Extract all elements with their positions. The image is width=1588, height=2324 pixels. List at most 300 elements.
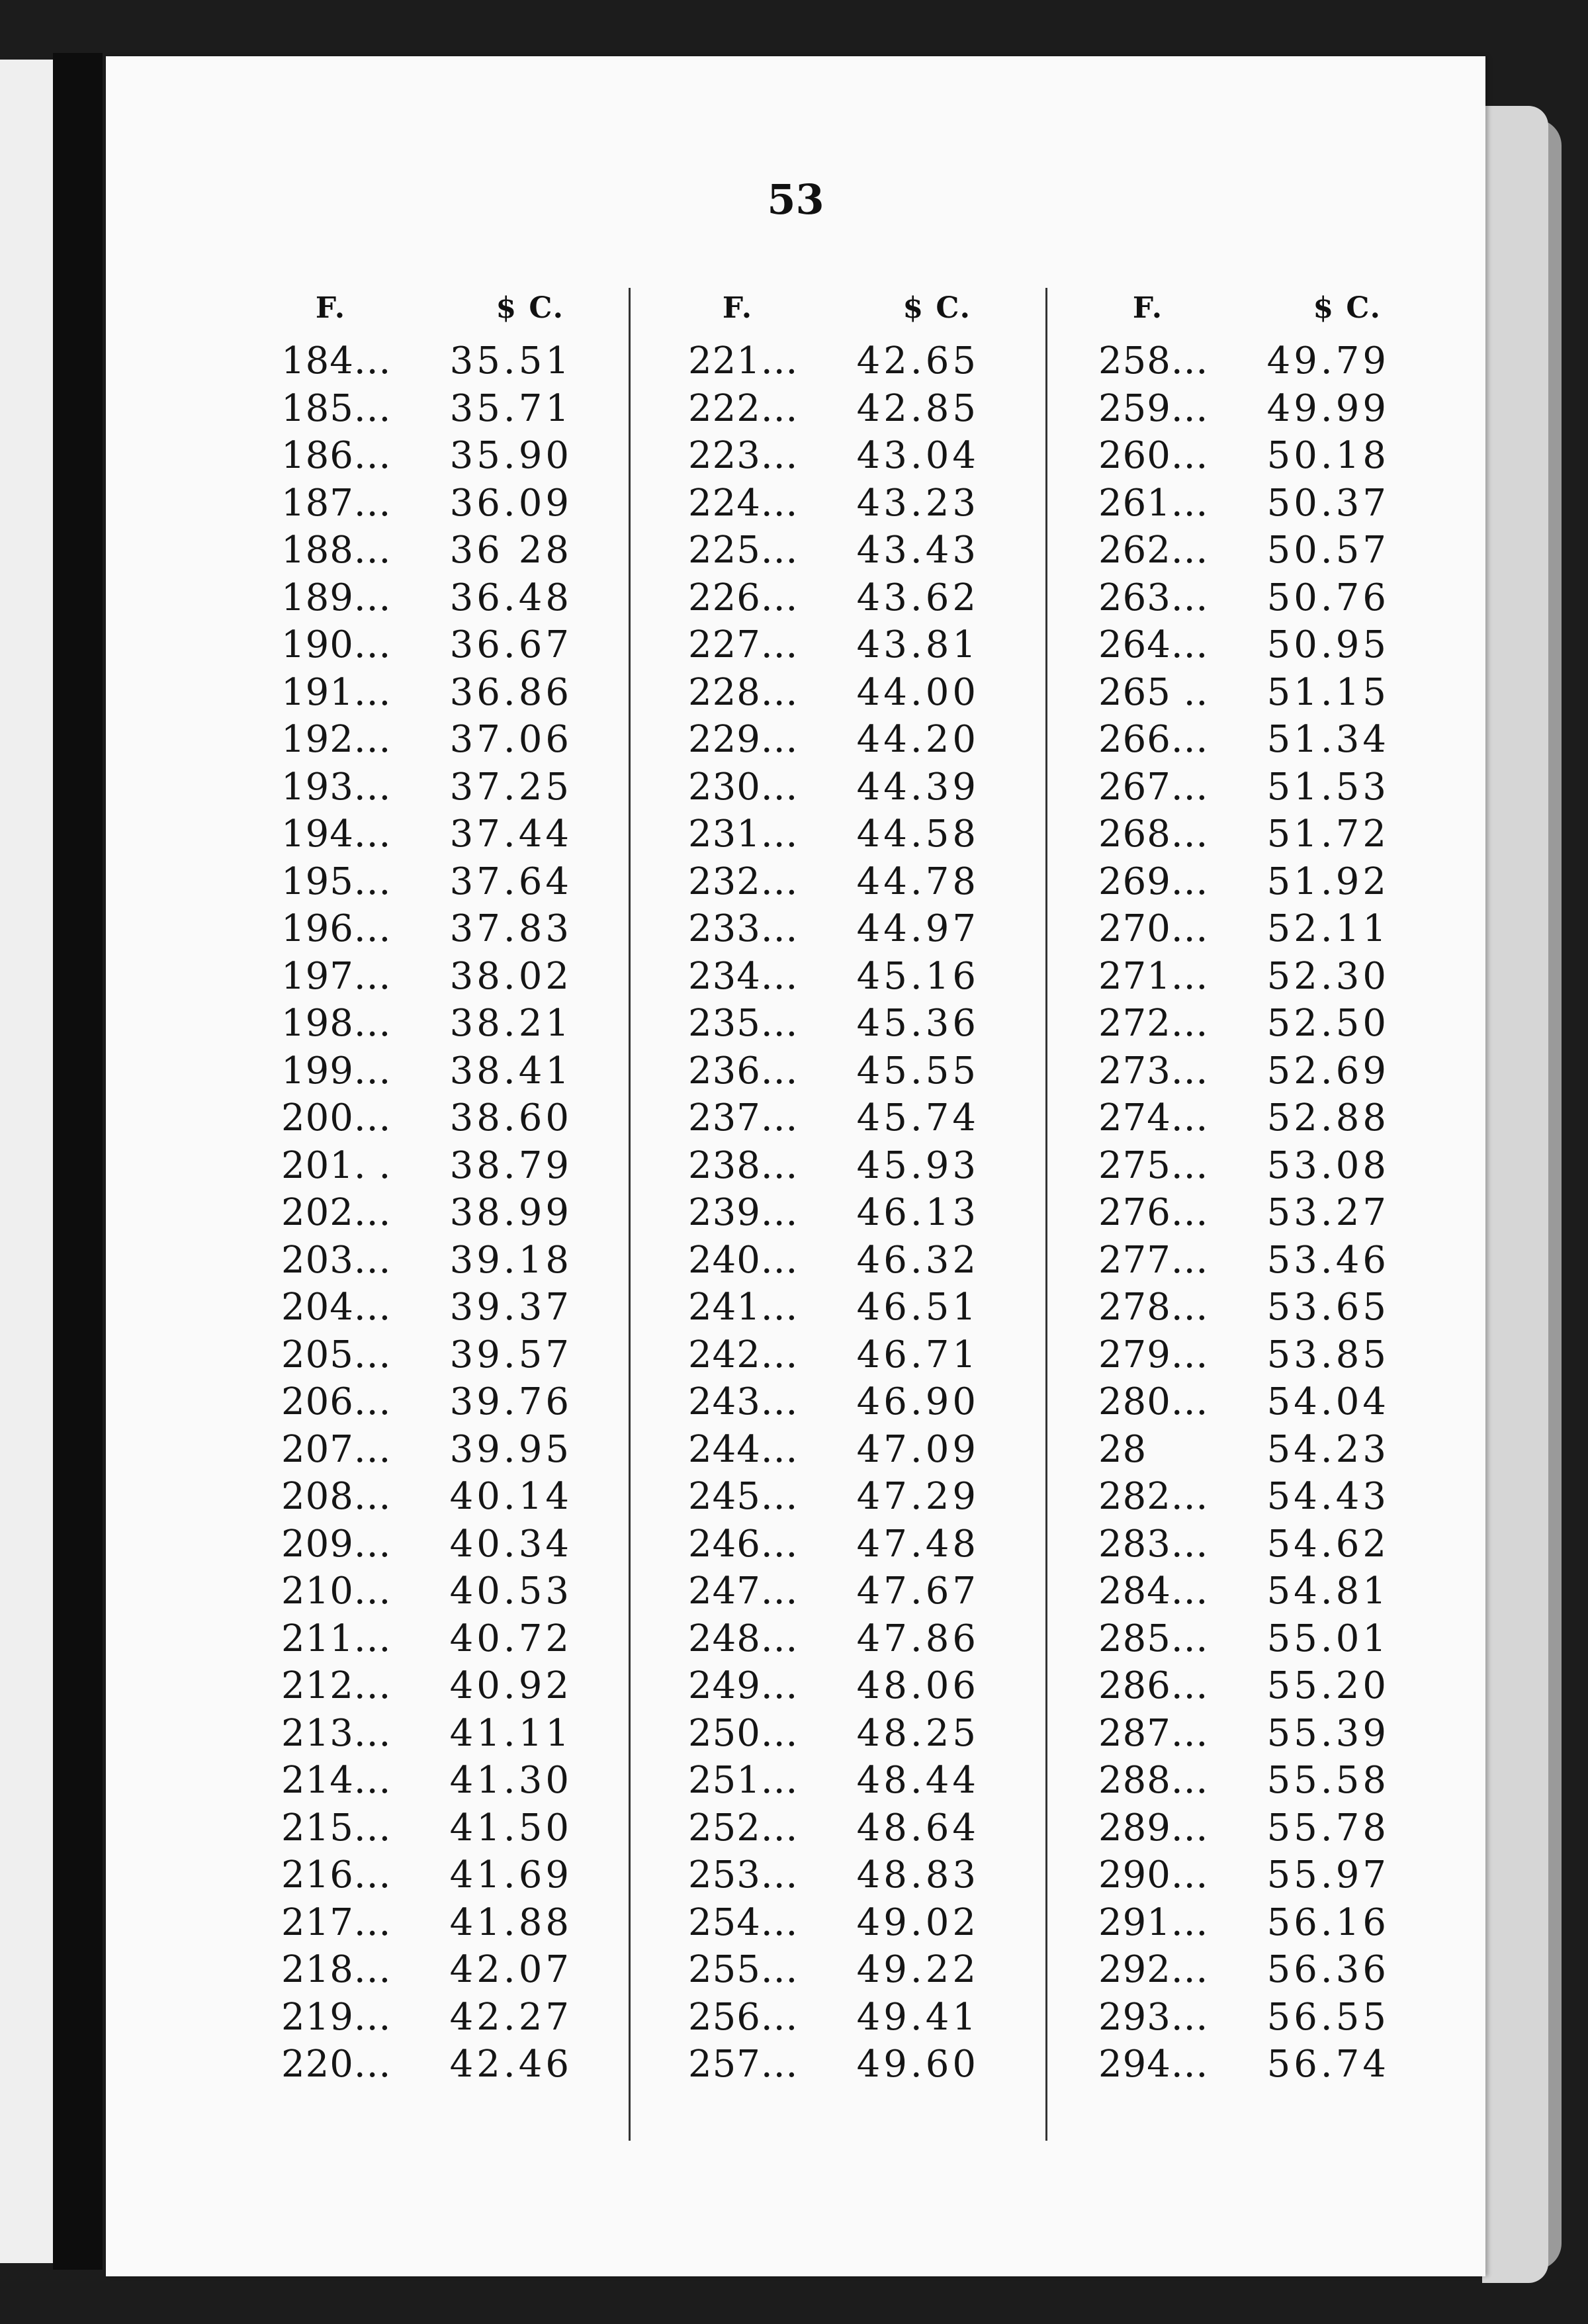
table-row (1098, 1994, 1390, 2041)
table-row (281, 1426, 572, 1474)
table-row (688, 1000, 979, 1048)
table-row (281, 1521, 572, 1568)
feet-value: 202... (281, 1191, 392, 1235)
amount-value: 49.22 (856, 1948, 979, 1992)
table-row (1098, 1189, 1390, 1237)
feet-value: 230... (688, 765, 799, 809)
amount-value: 38.79 (449, 1143, 572, 1187)
table-row (1098, 1946, 1390, 1994)
amount-value: 37.44 (449, 813, 572, 856)
table-row (688, 1095, 979, 1142)
amount-value: 55.01 (1266, 1617, 1390, 1660)
amount-value: 52.69 (1266, 1049, 1390, 1093)
table-row (1098, 1284, 1390, 1331)
amount-value: 44.97 (856, 907, 979, 951)
table-row (281, 337, 572, 385)
header-feet: F. (722, 291, 754, 325)
amount-value: 50.57 (1266, 529, 1390, 572)
feet-value: 258... (1098, 339, 1209, 383)
feet-value: 267... (1098, 765, 1209, 809)
amount-value: 46.32 (856, 1238, 979, 1282)
table-row (281, 432, 572, 480)
amount-value: 36.09 (449, 481, 572, 525)
table-row (1098, 764, 1390, 811)
amount-value: 38.41 (449, 1049, 572, 1093)
table-row (688, 858, 979, 906)
feet-value: 257... (688, 2043, 799, 2086)
feet-value: 250... (688, 1711, 799, 1755)
table-row (1098, 716, 1390, 764)
table-row (1098, 953, 1390, 1001)
table-row (281, 1568, 572, 1615)
amount-value: 51.53 (1266, 765, 1390, 809)
table-row (688, 1331, 979, 1379)
column-rows (1098, 337, 1390, 2088)
table-row (281, 1899, 572, 1947)
amount-value: 46.51 (856, 1286, 979, 1329)
table-row (688, 1142, 979, 1190)
table-row (1098, 905, 1390, 953)
table-row (688, 385, 979, 433)
table-column-3 (1098, 291, 1390, 2088)
amount-value: 44.58 (856, 813, 979, 856)
table-row (1098, 385, 1390, 433)
amount-value: 44.20 (856, 718, 979, 762)
amount-value: 37.06 (449, 718, 572, 762)
amount-value: 54.23 (1266, 1427, 1390, 1471)
header-dollars-cents: $ C. (903, 291, 971, 325)
amount-value: 51.72 (1266, 813, 1390, 856)
feet-value: 240... (688, 1238, 799, 1282)
table-row (281, 858, 572, 906)
feet-value: 225... (688, 529, 799, 572)
table-row (688, 480, 979, 527)
amount-value: 53.65 (1266, 1286, 1390, 1329)
feet-value: 216... (281, 1854, 392, 1897)
feet-value: 262... (1098, 529, 1209, 572)
table-row (688, 1946, 979, 1994)
table-row (688, 621, 979, 669)
amount-value: 49.41 (856, 1995, 979, 2039)
feet-value: 241... (688, 1286, 799, 1329)
amount-value: 43.62 (856, 576, 979, 619)
feet-value: 278... (1098, 1286, 1209, 1329)
feet-value: 244... (688, 1427, 799, 1471)
feet-value: 264... (1098, 623, 1209, 667)
amount-value: 48.25 (856, 1711, 979, 1755)
table-row (688, 1852, 979, 1899)
amount-value: 41.50 (449, 1806, 572, 1850)
amount-value: 41.30 (449, 1759, 572, 1803)
feet-value: 253... (688, 1854, 799, 1897)
table-row (281, 1237, 572, 1284)
amount-value: 50.18 (1266, 434, 1390, 478)
amount-value: 36 28 (449, 529, 572, 572)
feet-value: 232... (688, 860, 799, 903)
column-header (281, 291, 572, 337)
amount-value: 55.39 (1266, 1711, 1390, 1755)
amount-value: 44.39 (856, 765, 979, 809)
amount-value: 55.78 (1266, 1806, 1390, 1850)
feet-value: 268... (1098, 813, 1209, 856)
amount-value: 39.57 (449, 1333, 572, 1376)
table-row (1098, 1615, 1390, 1663)
amount-value: 43.04 (856, 434, 979, 478)
table-row (281, 1946, 572, 1994)
table-row (281, 2041, 572, 2088)
table-row (688, 2041, 979, 2088)
feet-value: 251... (688, 1759, 799, 1803)
feet-value: 222... (688, 386, 799, 430)
amount-value: 56.36 (1266, 1948, 1390, 1992)
feet-value: 185... (281, 386, 392, 430)
feet-value: 266... (1098, 718, 1209, 762)
amount-value: 36.86 (449, 670, 572, 714)
table-row (1098, 669, 1390, 717)
feet-value: 265 .. (1098, 670, 1209, 714)
column-header (688, 291, 979, 337)
table-row (281, 1852, 572, 1899)
table-row (281, 1189, 572, 1237)
amount-value: 40.72 (449, 1617, 572, 1660)
amount-value: 47.67 (856, 1570, 979, 1613)
table-row (281, 1142, 572, 1190)
table-row (281, 1331, 572, 1379)
feet-value: 275... (1098, 1143, 1209, 1187)
feet-value: 229... (688, 718, 799, 762)
amount-value: 41.88 (449, 1900, 572, 1944)
table-row (688, 1805, 979, 1852)
feet-value: 282... (1098, 1475, 1209, 1519)
amount-value: 56.74 (1266, 2043, 1390, 2086)
feet-value: 238... (688, 1143, 799, 1187)
table-row (688, 1378, 979, 1426)
table-row (688, 1521, 979, 1568)
table-row (281, 1000, 572, 1048)
table-row (688, 432, 979, 480)
amount-value: 48.83 (856, 1854, 979, 1897)
amount-value: 52.50 (1266, 1002, 1390, 1046)
column-rows (281, 337, 572, 2088)
amount-value: 35.71 (449, 386, 572, 430)
feet-value: 188... (281, 529, 392, 572)
table-row (1098, 1805, 1390, 1852)
amount-value: 54.04 (1266, 1380, 1390, 1424)
feet-value: 283... (1098, 1522, 1209, 1566)
amount-value: 36.48 (449, 576, 572, 619)
amount-value: 51.92 (1266, 860, 1390, 903)
amount-value: 41.11 (449, 1711, 572, 1755)
table-row (1098, 811, 1390, 858)
feet-value: 212... (281, 1664, 392, 1708)
feet-value: 235... (688, 1002, 799, 1046)
table-row (1098, 432, 1390, 480)
feet-value: 285... (1098, 1617, 1209, 1660)
table-row (281, 1805, 572, 1852)
feet-value: 270... (1098, 907, 1209, 951)
table-row (688, 953, 979, 1001)
column-rows (688, 337, 979, 2088)
amount-value: 52.88 (1266, 1096, 1390, 1140)
table-row (281, 905, 572, 953)
table-column-2 (688, 291, 979, 2088)
amount-value: 47.09 (856, 1427, 979, 1471)
amount-value: 54.81 (1266, 1570, 1390, 1613)
table-row (281, 1048, 572, 1095)
table-row (1098, 1473, 1390, 1521)
header-feet: F. (315, 291, 347, 325)
table-row (1098, 337, 1390, 385)
table-row (1098, 621, 1390, 669)
feet-value: 195... (281, 860, 392, 903)
amount-value: 46.90 (856, 1380, 979, 1424)
feet-value: 260... (1098, 434, 1209, 478)
table-row (688, 574, 979, 622)
book-page (106, 56, 1485, 2276)
amount-value: 38.21 (449, 1002, 572, 1046)
feet-value: 203... (281, 1238, 392, 1282)
table-row (281, 1284, 572, 1331)
amount-value: 54.43 (1266, 1475, 1390, 1519)
feet-value: 255... (688, 1948, 799, 1992)
table-row (1098, 1568, 1390, 1615)
table-column-1 (281, 291, 572, 2088)
feet-value: 246... (688, 1522, 799, 1566)
amount-value: 55.58 (1266, 1759, 1390, 1803)
feet-value: 233... (688, 907, 799, 951)
feet-value: 204... (281, 1286, 392, 1329)
amount-value: 50.76 (1266, 576, 1390, 619)
table-row (688, 527, 979, 574)
table-row (1098, 1521, 1390, 1568)
feet-value: 193... (281, 765, 392, 809)
amount-value: 48.44 (856, 1759, 979, 1803)
feet-value: 217... (281, 1900, 392, 1944)
feet-value: 239... (688, 1191, 799, 1235)
amount-value: 53.46 (1266, 1238, 1390, 1282)
feet-value: 28 (1098, 1427, 1147, 1471)
feet-value: 215... (281, 1806, 392, 1850)
amount-value: 42.46 (449, 2043, 572, 2086)
feet-value: 277... (1098, 1238, 1209, 1282)
feet-value: 201. . (281, 1143, 392, 1187)
table-row (281, 527, 572, 574)
feet-value: 192... (281, 718, 392, 762)
table-row (1098, 1048, 1390, 1095)
amount-value: 48.06 (856, 1664, 979, 1708)
feet-value: 288... (1098, 1759, 1209, 1803)
amount-value: 49.02 (856, 1900, 979, 1944)
amount-value: 51.34 (1266, 718, 1390, 762)
feet-value: 286... (1098, 1664, 1209, 1708)
table-row (1098, 1378, 1390, 1426)
feet-value: 242... (688, 1333, 799, 1376)
feet-value: 245... (688, 1475, 799, 1519)
amount-value: 55.97 (1266, 1854, 1390, 1897)
amount-value: 43.81 (856, 623, 979, 667)
feet-value: 274... (1098, 1096, 1209, 1140)
header-dollars-cents: $ C. (1313, 291, 1382, 325)
feet-value: 237... (688, 1096, 799, 1140)
table-row (688, 1568, 979, 1615)
amount-value: 47.48 (856, 1522, 979, 1566)
column-divider (1045, 288, 1047, 2141)
table-row (688, 1237, 979, 1284)
feet-value: 224... (688, 481, 799, 525)
table-row (1098, 1000, 1390, 1048)
amount-value: 45.55 (856, 1049, 979, 1093)
amount-value: 42.07 (449, 1948, 572, 1992)
amount-value: 50.37 (1266, 481, 1390, 525)
feet-value: 249... (688, 1664, 799, 1708)
feet-value: 189... (281, 576, 392, 619)
header-feet: F. (1132, 291, 1164, 325)
table-row (1098, 2041, 1390, 2088)
table-row (688, 764, 979, 811)
amount-value: 46.71 (856, 1333, 979, 1376)
amount-value: 36.67 (449, 623, 572, 667)
table-row (1098, 1662, 1390, 1710)
feet-value: 279... (1098, 1333, 1209, 1376)
feet-value: 261... (1098, 481, 1209, 525)
table-row (281, 1095, 572, 1142)
table-row (1098, 574, 1390, 622)
table-row (281, 669, 572, 717)
table-row (1098, 527, 1390, 574)
feet-value: 276... (1098, 1191, 1209, 1235)
amount-value: 35.90 (449, 434, 572, 478)
table-row (688, 1757, 979, 1805)
feet-value: 289... (1098, 1806, 1209, 1850)
feet-value: 247... (688, 1570, 799, 1613)
table-row (281, 1757, 572, 1805)
feet-value: 207... (281, 1427, 392, 1471)
table-row (281, 1378, 572, 1426)
amount-value: 44.00 (856, 670, 979, 714)
feet-value: 254... (688, 1900, 799, 1944)
table-row (1098, 1331, 1390, 1379)
amount-value: 40.34 (449, 1522, 572, 1566)
amount-value: 40.14 (449, 1475, 572, 1519)
page-curl-edge (1482, 106, 1548, 2283)
amount-value: 40.92 (449, 1664, 572, 1708)
table-row (281, 764, 572, 811)
feet-value: 206... (281, 1380, 392, 1424)
amount-value: 37.83 (449, 907, 572, 951)
amount-value: 42.27 (449, 1995, 572, 2039)
feet-value: 294... (1098, 2043, 1209, 2086)
binding-shadow (53, 53, 103, 2270)
table-row (1098, 1710, 1390, 1758)
amount-value: 51.15 (1266, 670, 1390, 714)
feet-value: 234... (688, 954, 799, 998)
feet-value: 231... (688, 813, 799, 856)
feet-value: 228... (688, 670, 799, 714)
feet-value: 271... (1098, 954, 1209, 998)
table-row (688, 669, 979, 717)
table-row (688, 1899, 979, 1947)
amount-value: 56.16 (1266, 1900, 1390, 1944)
amount-value: 39.95 (449, 1427, 572, 1471)
feet-value: 219... (281, 1995, 392, 2039)
column-divider (629, 288, 631, 2141)
page-number: 53 (767, 175, 824, 224)
table-row (688, 1048, 979, 1095)
feet-value: 211... (281, 1617, 392, 1660)
feet-value: 284... (1098, 1570, 1209, 1613)
amount-value: 47.86 (856, 1617, 979, 1660)
amount-value: 35.51 (449, 339, 572, 383)
feet-value: 223... (688, 434, 799, 478)
feet-value: 187... (281, 481, 392, 525)
feet-value: 263... (1098, 576, 1209, 619)
feet-value: 196... (281, 907, 392, 951)
amount-value: 44.78 (856, 860, 979, 903)
feet-value: 197... (281, 954, 392, 998)
amount-value: 43.43 (856, 529, 979, 572)
feet-value: 226... (688, 576, 799, 619)
feet-value: 280... (1098, 1380, 1209, 1424)
amount-value: 42.65 (856, 339, 979, 383)
amount-value: 45.74 (856, 1096, 979, 1140)
table-row (688, 337, 979, 385)
amount-value: 49.60 (856, 2043, 979, 2086)
table-row (688, 905, 979, 953)
amount-value: 50.95 (1266, 623, 1390, 667)
feet-value: 291... (1098, 1900, 1209, 1944)
feet-value: 287... (1098, 1711, 1209, 1755)
table-row (688, 716, 979, 764)
table-row (1098, 1852, 1390, 1899)
table-row (281, 1662, 572, 1710)
table-row (1098, 1757, 1390, 1805)
feet-value: 220... (281, 2043, 392, 2086)
table-row (281, 1994, 572, 2041)
table-row (688, 1615, 979, 1663)
table-row (1098, 1426, 1390, 1474)
amount-value: 52.11 (1266, 907, 1390, 951)
feet-value: 218... (281, 1948, 392, 1992)
table-row (688, 1662, 979, 1710)
amount-value: 45.16 (856, 954, 979, 998)
amount-value: 53.27 (1266, 1191, 1390, 1235)
feet-value: 252... (688, 1806, 799, 1850)
feet-value: 190... (281, 623, 392, 667)
amount-value: 47.29 (856, 1475, 979, 1519)
amount-value: 52.30 (1266, 954, 1390, 998)
feet-value: 292... (1098, 1948, 1209, 1992)
table-row (1098, 1095, 1390, 1142)
feet-value: 256... (688, 1995, 799, 2039)
table-row (688, 1284, 979, 1331)
feet-value: 259... (1098, 386, 1209, 430)
table-row (1098, 480, 1390, 527)
amount-value: 55.20 (1266, 1664, 1390, 1708)
feet-value: 243... (688, 1380, 799, 1424)
table-row (281, 480, 572, 527)
table-row (281, 621, 572, 669)
amount-value: 45.36 (856, 1002, 979, 1046)
table-row (281, 1615, 572, 1663)
table-row (688, 811, 979, 858)
amount-value: 46.13 (856, 1191, 979, 1235)
feet-value: 205... (281, 1333, 392, 1376)
amount-value: 39.37 (449, 1286, 572, 1329)
feet-value: 273... (1098, 1049, 1209, 1093)
amount-value: 39.76 (449, 1380, 572, 1424)
header-dollars-cents: $ C. (496, 291, 564, 325)
feet-value: 213... (281, 1711, 392, 1755)
